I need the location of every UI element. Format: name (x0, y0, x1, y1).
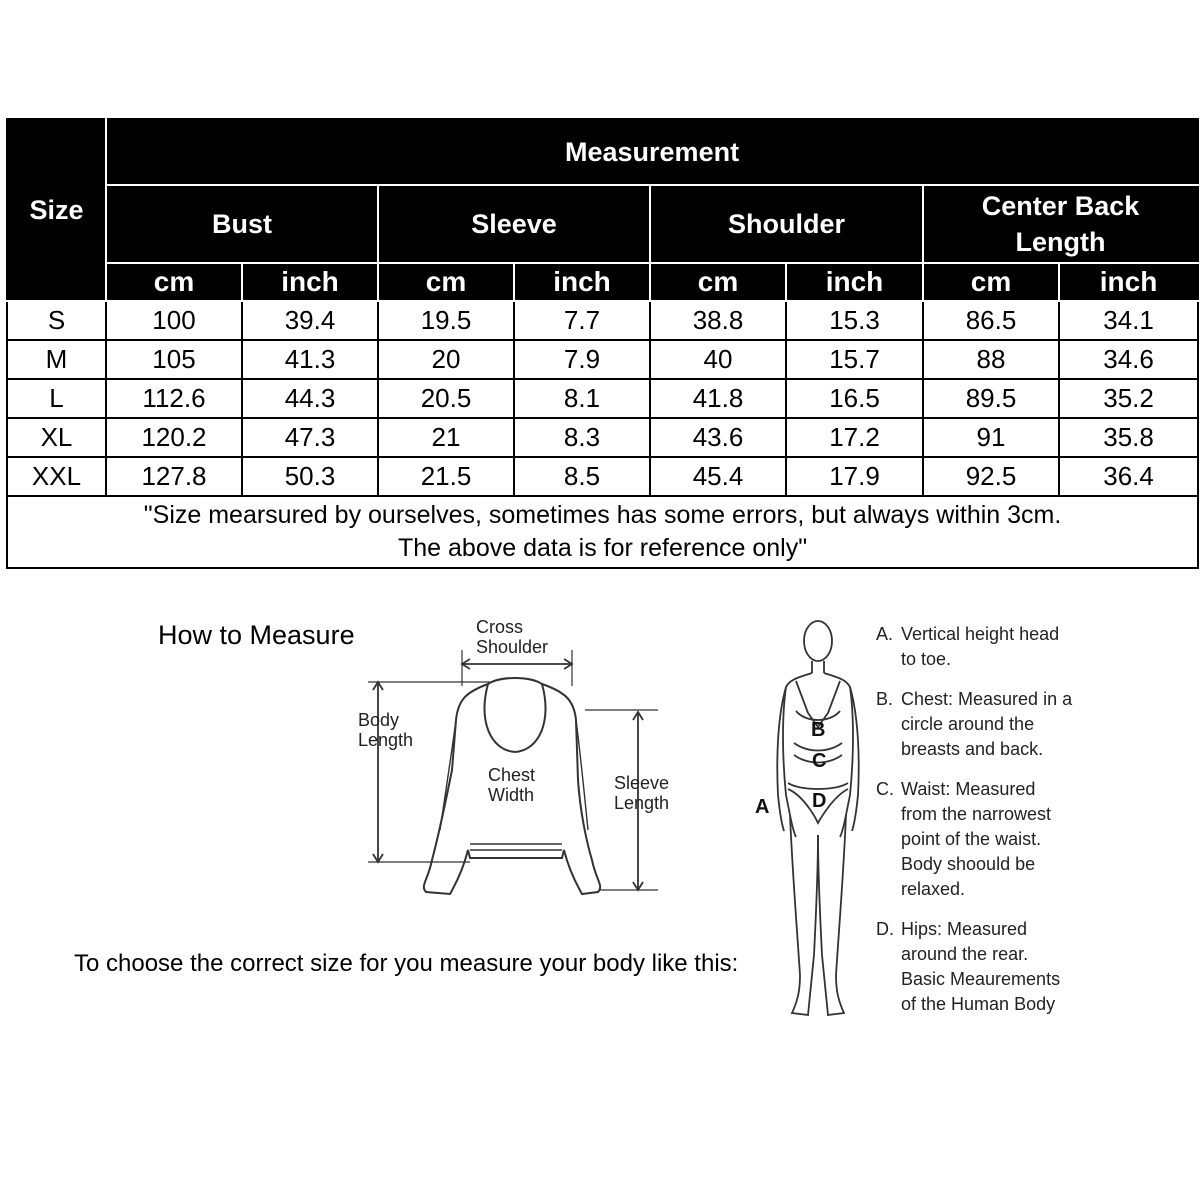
disclaimer-note (7, 496, 1198, 568)
size-chart-table (6, 118, 1199, 569)
value-cell: 100 (106, 301, 242, 340)
disclaimer-line: "Size mearsured by ourselves, sometimes has some errors, but always within 3cm. (143, 501, 1062, 529)
note-text: Hips: Measured around the rear. Basic Meaurements of the Human Body (901, 919, 1061, 1014)
table-row (7, 301, 1198, 340)
value-cell: 16.5 (786, 379, 923, 418)
label-line: Shoulder (476, 637, 549, 657)
size-cell: L (7, 379, 106, 418)
note-text: Vertical height head to toe. (901, 624, 1060, 669)
value-cell: 34.6 (1059, 340, 1198, 379)
value-cell: 43.6 (650, 418, 786, 457)
value-cell: 17.9 (786, 457, 923, 496)
note-letter: D. (876, 919, 894, 939)
label-line: Body (358, 710, 400, 730)
group-header-shoulder: Shoulder (650, 185, 923, 263)
group-header-bust: Bust (106, 185, 378, 263)
value-cell: 40 (650, 340, 786, 379)
measure-instruction: To choose the correct size for you measure your body like this: (74, 950, 739, 977)
body-label-a: A (755, 796, 770, 818)
note-letter: B. (876, 689, 894, 709)
value-cell: 8.3 (514, 418, 650, 457)
body-length-label (358, 710, 413, 750)
table-row (7, 418, 1198, 457)
body-label-c: C (812, 750, 827, 772)
size-cell: XXL (7, 457, 106, 496)
note-d (876, 917, 1196, 1017)
table-row (7, 379, 1198, 418)
disclaimer-line: The above data is for reference only" (397, 534, 808, 562)
table-row (7, 457, 1198, 496)
unit-header: inch (514, 263, 650, 301)
value-cell: 8.5 (514, 457, 650, 496)
value-cell: 41.8 (650, 379, 786, 418)
unit-header: cm (106, 263, 242, 301)
label-line: Cross (476, 617, 524, 637)
value-cell: 86.5 (923, 301, 1059, 340)
group-header-sleeve: Sleeve (378, 185, 650, 263)
value-cell: 127.8 (106, 457, 242, 496)
note-b (876, 687, 1196, 762)
note-c (876, 777, 1196, 902)
value-cell: 92.5 (923, 457, 1059, 496)
unit-header: inch (242, 263, 378, 301)
value-cell: 21 (378, 418, 514, 457)
value-cell: 17.2 (786, 418, 923, 457)
value-cell: 15.3 (786, 301, 923, 340)
note-letter: C. (876, 779, 894, 799)
value-cell: 50.3 (242, 457, 378, 496)
value-cell: 36.4 (1059, 457, 1198, 496)
sleeve-length-label (614, 773, 669, 813)
value-cell: 91 (923, 418, 1059, 457)
value-cell: 20 (378, 340, 514, 379)
chest-width-label (488, 765, 535, 805)
value-cell: 15.7 (786, 340, 923, 379)
human-body-figure (770, 615, 870, 1025)
label-line: Width (488, 785, 535, 805)
unit-header: inch (1059, 263, 1198, 301)
value-cell: 8.1 (514, 379, 650, 418)
unit-header: cm (378, 263, 514, 301)
how-to-measure-title: How to Measure (158, 620, 355, 650)
size-cell: S (7, 301, 106, 340)
value-cell: 7.9 (514, 340, 650, 379)
size-cell: M (7, 340, 106, 379)
unit-header: inch (786, 263, 923, 301)
value-cell: 21.5 (378, 457, 514, 496)
value-cell: 41.3 (242, 340, 378, 379)
value-cell: 35.8 (1059, 418, 1198, 457)
note-letter: A. (876, 624, 894, 644)
label-line: Length (614, 793, 670, 813)
body-label-d: D (812, 790, 827, 812)
value-cell: 34.1 (1059, 301, 1198, 340)
value-cell: 44.3 (242, 379, 378, 418)
note-a (876, 622, 1196, 672)
note-text: Waist: Measured from the narrowest point of the waist. Body shoould be relaxed. (901, 779, 1052, 899)
value-cell: 105 (106, 340, 242, 379)
size-cell: XL (7, 418, 106, 457)
body-label-b: B (811, 719, 826, 741)
value-cell: 19.5 (378, 301, 514, 340)
unit-header: cm (923, 263, 1059, 301)
measurement-header: Measurement (106, 119, 1198, 185)
label-line: Length (358, 730, 414, 750)
value-cell: 88 (923, 340, 1059, 379)
note-text: Chest: Measured in a circle around the breasts and back. (901, 689, 1073, 759)
value-cell: 120.2 (106, 418, 242, 457)
label-line: Sleeve (614, 773, 670, 793)
unit-header: cm (650, 263, 786, 301)
value-cell: 39.4 (242, 301, 378, 340)
measurement-notes (876, 622, 1196, 1032)
label-line: Chest (488, 765, 536, 785)
value-cell: 20.5 (378, 379, 514, 418)
value-cell: 89.5 (923, 379, 1059, 418)
value-cell: 112.6 (106, 379, 242, 418)
value-cell: 45.4 (650, 457, 786, 496)
table-row (7, 340, 1198, 379)
value-cell: 38.8 (650, 301, 786, 340)
value-cell: 47.3 (242, 418, 378, 457)
size-header: Size (7, 119, 106, 301)
cross-shoulder-label (476, 617, 548, 657)
value-cell: 7.7 (514, 301, 650, 340)
group-header-center-back-length: Center Back Length (923, 185, 1198, 263)
value-cell: 35.2 (1059, 379, 1198, 418)
